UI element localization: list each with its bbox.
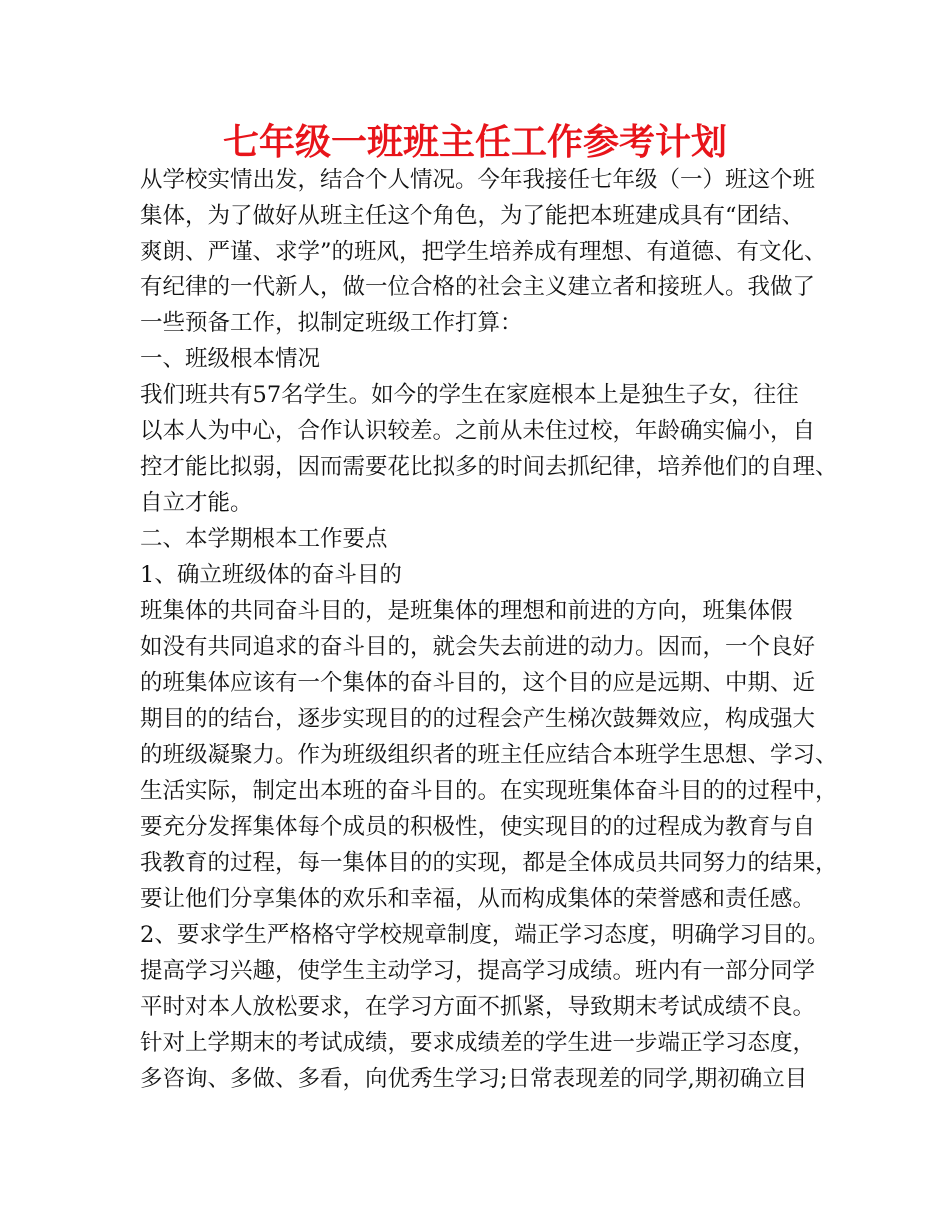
section-heading-2: 二、本学期根本工作要点: [140, 526, 388, 552]
body-line-16: 期目的的结台，逐步实现目的的过程会产生梯次鼓舞效应，构成强大: [140, 706, 816, 732]
body-line-22: 2、要求学生严格格守学校规章制度，端正学习态度，明确学习目的。: [140, 922, 830, 948]
body-line-14: 如没有共同追求的奋斗目的，就会失去前进的动力。因而，一个良好: [140, 634, 816, 660]
body-line-21: 要让他们分享集体的欢乐和幸福，从而构成集体的荣誉感和责任感。: [140, 886, 816, 912]
body-line-3: 爽朗、严谨、求学”的班风，把学生培养成有理想、有道德、有文化、: [140, 239, 827, 265]
body-line-19: 要充分发挥集体每个成员的积极性，使实现目的的过程成为教育与自: [140, 814, 816, 840]
subsection-heading-1: 1、确立班级体的奋斗目的: [140, 562, 402, 588]
body-line-13: 班集体的共同奋斗目的，是班集体的理想和前进的方向，班集体假: [140, 598, 793, 624]
body-line-26: 多咨询、多做、多看，向优秀生学习;日常表现差的同学,期初确立目: [140, 1066, 808, 1092]
body-line-5: 一些预备工作，拟制定班级工作打算：: [140, 310, 523, 336]
body-line-20: 我教育的过程，每一集体目的的实现，都是全体成员共同努力的结果，: [140, 850, 838, 876]
body-line-18: 生活实际，制定出本班的奋斗目的。在实现班集体奋斗目的的过程中，: [140, 778, 838, 804]
section-heading-1: 一、班级根本情况: [140, 346, 321, 372]
body-line-17: 的班级凝聚力。作为班级组织者的班主任应结合本班学生思想、学习、: [140, 742, 838, 768]
body-line-15: 的班集体应该有一个集体的奋斗目的，这个目的应是远期、中期、近: [140, 670, 816, 696]
body-line-25: 针对上学期末的考试成绩，要求成绩差的学生进一步端正学习态度，: [140, 1030, 816, 1056]
body-line-2: 集体，为了做好从班主任这个角色，为了能把本班建成具有“团结、: [140, 203, 805, 229]
body-line-23: 提高学习兴趣，使学生主动学习，提高学习成绩。班内有一部分同学: [140, 958, 816, 984]
body-line-10: 自立才能。: [140, 490, 253, 516]
body-line-9: 控才能比拟弱，因而需要花比拟多的时间去抓纪律，培养他们的自理、: [140, 454, 838, 480]
body-line-8: 以本人为中心，合作认识较差。之前从未住过校，年龄确实偏小，自: [140, 418, 816, 444]
body-line-4: 有纪律的一代新人，做一位合格的社会主义建立者和接班人。我做了: [140, 274, 816, 300]
body-line-7: 我们班共有57名学生。如今的学生在家庭根本上是独生子女，往往: [140, 382, 799, 408]
body-line-1: 从学校实情出发，结合个人情况。今年我接任七年级（一）班这个班: [140, 167, 816, 193]
document-title: 七年级一班班主任工作参考计划: [222, 122, 727, 163]
body-line-24: 平时对本人放松要求，在学习方面不抓紧，导致期末考试成绩不良。: [140, 994, 816, 1020]
